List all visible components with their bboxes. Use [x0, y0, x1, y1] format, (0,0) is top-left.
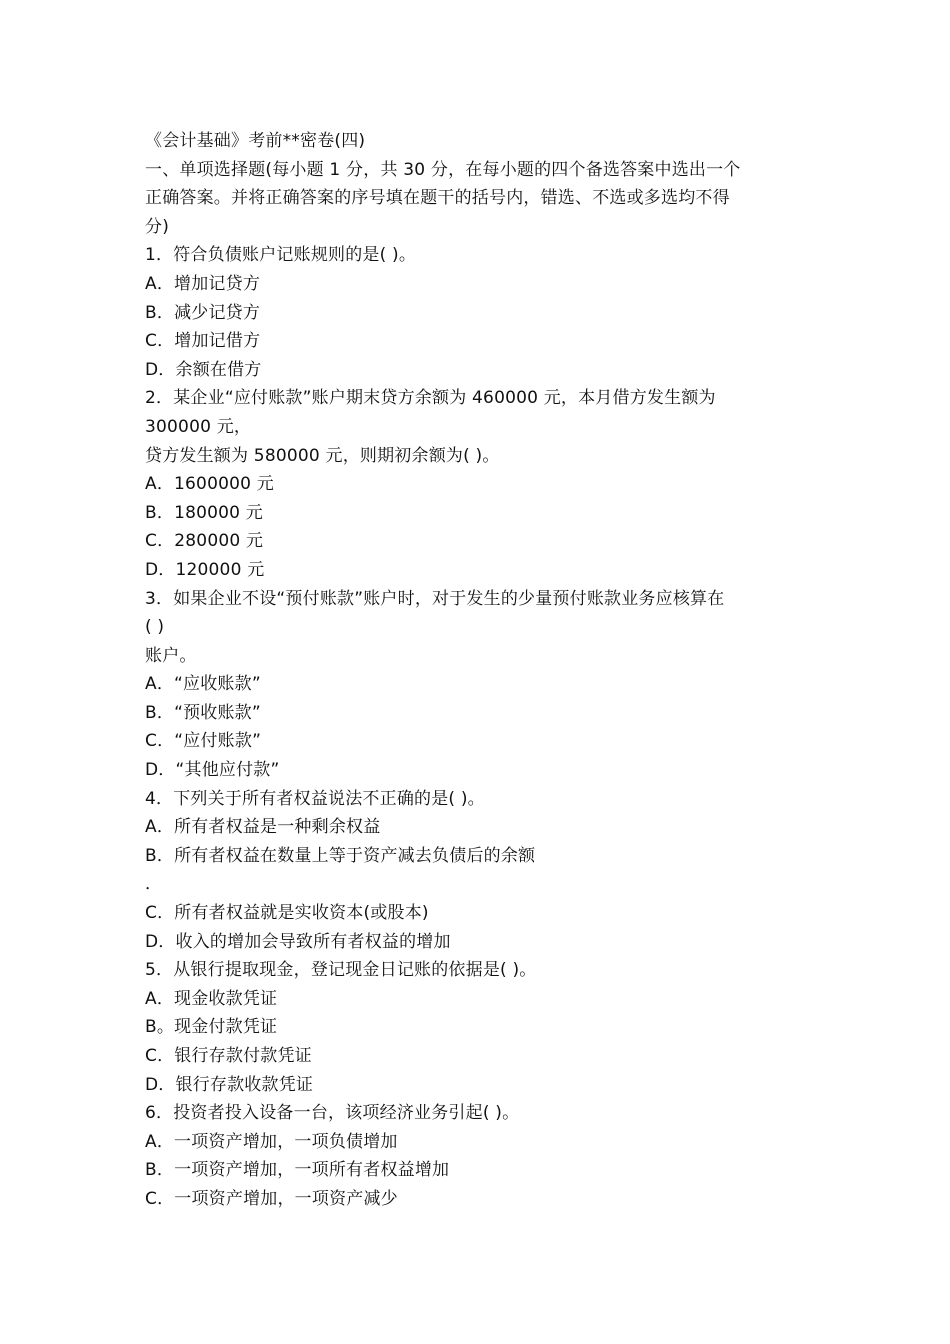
question-2-option-d: D．120000 元 [145, 559, 265, 580]
question-1-stem: 1．符合负债账户记账规则的是( )。 [145, 245, 417, 266]
question-2-stem: 贷方发生额为 580000 元，则期初余额为( )。 [145, 445, 500, 466]
question-2-stem: 300000 元， [145, 416, 252, 437]
question-4-option-b-continuation: ． [145, 874, 163, 895]
question-2-option-b: B．180000 元 [145, 502, 263, 523]
question-5-option-c: C．银行存款付款凭证 [145, 1046, 312, 1066]
question-2-stem: 2．某企业“应付账款”账户期末贷方余额为 460000 元，本月借方发生额为 [145, 388, 716, 409]
question-6-option-c: C．一项资产增加，一项资产减少 [145, 1188, 398, 1209]
question-3-stem: 账户。 [145, 645, 197, 666]
question-3-option-d: D．“其他应付款” [145, 760, 280, 781]
section-heading-line: 正确答案。并将正确答案的序号填在题干的括号内，错选、不选或多选均不得 [145, 188, 730, 209]
question-5-option-a: A．现金收款凭证 [145, 988, 278, 1009]
question-1-option-b: B．减少记贷方 [145, 302, 261, 323]
question-5-option-b: B。现金付款凭证 [145, 1017, 278, 1038]
question-6-option-a: A．一项资产增加，一项负债增加 [145, 1131, 398, 1152]
question-1-option-d: D．余额在借方 [145, 359, 262, 380]
question-5-stem: 5．从银行提取现金，登记现金日记账的依据是( )。 [145, 960, 537, 981]
question-2-option-a: A．1600000 元 [145, 474, 274, 495]
question-3-option-c: C．“应付账款” [145, 731, 262, 752]
document-body [145, 127, 810, 1214]
section-heading-line: 一、单项选择题(每小题 1 分，共 30 分，在每小题的四个备选答案中选出一个 [145, 159, 741, 180]
section-heading-line: 分) [145, 216, 170, 237]
question-4-option-b: B．所有者权益在数量上等于资产减去负债后的余额 [145, 845, 536, 866]
question-6-option-b: B．一项资产增加，一项所有者权益增加 [145, 1160, 450, 1181]
question-1-option-a: A．增加记贷方 [145, 273, 261, 294]
question-3-stem: ( ) [145, 617, 165, 638]
question-4-stem: 4．下列关于所有者权益说法不正确的是( )。 [145, 788, 485, 809]
question-5-option-d: D．银行存款收款凭证 [145, 1074, 314, 1095]
question-1-option-c: C．增加记借方 [145, 331, 261, 352]
question-3-stem: 3．如果企业不设“预付账款”账户时，对于发生的少量预付账款业务应核算在 [145, 588, 725, 609]
question-6-stem: 6．投资者投入设备一台，该项经济业务引起( )。 [145, 1103, 520, 1124]
document-title: 《会计基础》考前**密卷(四) [145, 131, 366, 151]
question-2-option-c: C．280000 元 [145, 531, 264, 552]
question-4-option-c: C．所有者权益就是实收资本(或股本) [145, 903, 429, 924]
question-4-option-d: D．收入的增加会导致所有者权益的增加 [145, 931, 451, 952]
question-4-option-a: A．所有者权益是一种剩余权益 [145, 817, 381, 838]
question-3-option-b: B．“预收账款” [145, 702, 261, 723]
question-3-option-a: A．“应收账款” [145, 674, 261, 695]
